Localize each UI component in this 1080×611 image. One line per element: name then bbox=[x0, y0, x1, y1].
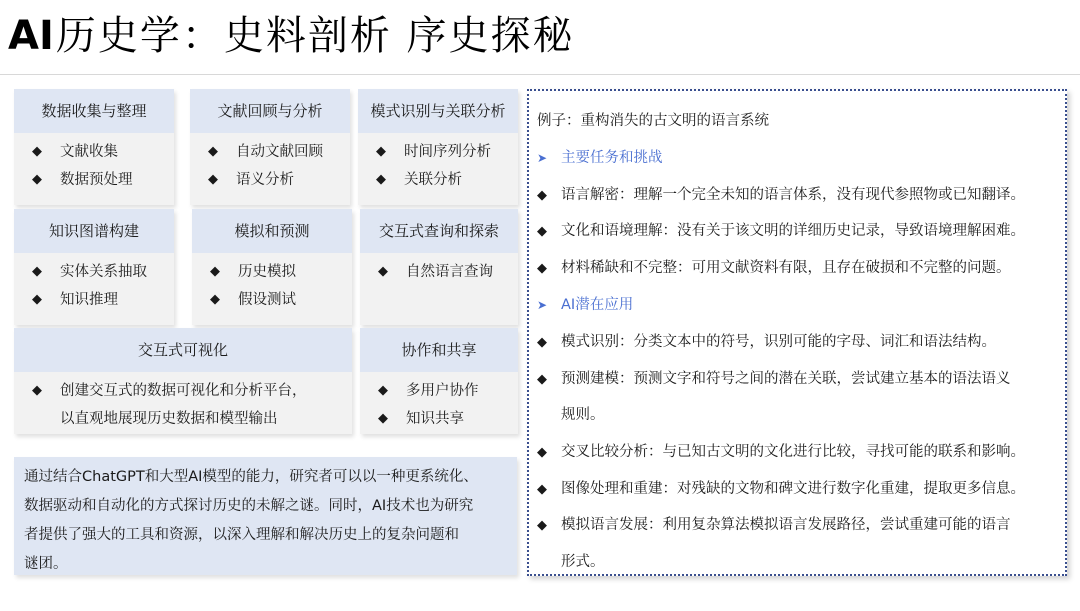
diamond-icon: ◆ bbox=[537, 188, 547, 203]
application-item: ◆ 模拟语言发展：利用复杂算法模拟语言发展路径，尝试重建可能的语言 bbox=[537, 517, 1011, 533]
challenge-item: ◆ 文化和语境理解：没有关于该文明的详细历史记录，导致语境理解困难。 bbox=[537, 223, 1025, 239]
diamond-icon: ◆ bbox=[32, 264, 42, 279]
list-item: ◆ 知识推理 bbox=[32, 286, 174, 314]
list-item: ◆ 关联分析 bbox=[376, 166, 518, 194]
diamond-icon: ◆ bbox=[208, 144, 218, 159]
application-item: ◆ 图像处理和重建：对残缺的文物和碑文进行数字化重建，提取更多信息。 bbox=[537, 481, 1025, 497]
list-item: ◆ 文献收集 bbox=[32, 138, 174, 166]
section-tasks-challenges: ➤ 主要任务和挑战 bbox=[537, 150, 663, 166]
list-item: ◆ 时间序列分析 bbox=[376, 138, 518, 166]
title-prefix: AI bbox=[8, 13, 54, 59]
card-interactive-query bbox=[360, 209, 518, 325]
card-body bbox=[360, 372, 518, 434]
card-body bbox=[192, 253, 352, 325]
diamond-icon: ◆ bbox=[376, 144, 386, 159]
list-item: ◆ 自动文献回顾 bbox=[208, 138, 350, 166]
diamond-icon: ◆ bbox=[210, 292, 220, 307]
application-item: ◆ 交叉比较分析：与已知古文明的文化进行比较，寻找可能的联系和影响。 bbox=[537, 444, 1025, 460]
page-title bbox=[8, 8, 575, 64]
example-heading: 例子：重构消失的古文明的语言系统 bbox=[537, 113, 769, 129]
application-item-continuation: 规则。 bbox=[561, 407, 605, 423]
card-body bbox=[14, 253, 174, 325]
summary-line: 谜团。 bbox=[24, 556, 68, 572]
card-header: 模式识别与关联分析 bbox=[358, 89, 518, 133]
card-visualization bbox=[14, 328, 352, 434]
list-item: ◆ 假设测试 bbox=[210, 286, 352, 314]
diamond-icon: ◆ bbox=[537, 518, 547, 533]
application-item-continuation: 形式。 bbox=[561, 554, 605, 570]
card-data-collection bbox=[14, 89, 174, 205]
summary-line: 通过结合ChatGPT和大型AI模型的能力，研究者可以以一种更系统化、 bbox=[24, 469, 478, 485]
diamond-icon: ◆ bbox=[378, 383, 388, 398]
list-item: ◆ 多用户协作 bbox=[378, 377, 518, 405]
application-item: ◆ 模式识别：分类文本中的符号，识别可能的字母、词汇和语法结构。 bbox=[537, 334, 996, 350]
card-body bbox=[358, 133, 518, 205]
summary-line: 者提供了强大的工具和资源，以深入理解和解决历史上的复杂问题和 bbox=[24, 527, 459, 543]
card-collaboration bbox=[360, 328, 518, 434]
list-item: ◆ 数据预处理 bbox=[32, 166, 174, 194]
diamond-icon: ◆ bbox=[32, 144, 42, 159]
card-pattern-recognition bbox=[358, 89, 518, 205]
card-simulation bbox=[192, 209, 352, 325]
card-header: 交互式查询和探索 bbox=[360, 209, 518, 253]
diamond-icon: ◆ bbox=[537, 372, 547, 387]
card-body bbox=[14, 372, 352, 434]
list-item: ◆ 实体关系抽取 bbox=[32, 258, 174, 286]
diamond-icon: ◆ bbox=[537, 261, 547, 276]
challenge-item: ◆ 语言解密：理解一个完全未知的语言体系，没有现代参照物或已知翻译。 bbox=[537, 187, 1025, 203]
diamond-icon: ◆ bbox=[537, 445, 547, 460]
diamond-icon: ◆ bbox=[32, 292, 42, 307]
card-header: 模拟和预测 bbox=[192, 209, 352, 253]
list-item: ◆ 历史模拟 bbox=[210, 258, 352, 286]
card-body bbox=[360, 253, 518, 325]
title-divider bbox=[0, 74, 1080, 75]
diamond-icon: ◆ bbox=[537, 335, 547, 350]
diamond-icon: ◆ bbox=[32, 172, 42, 187]
diamond-icon: ◆ bbox=[378, 264, 388, 279]
card-body bbox=[14, 133, 174, 205]
diamond-icon: ◆ bbox=[208, 172, 218, 187]
card-header: 协作和共享 bbox=[360, 328, 518, 372]
card-body bbox=[190, 133, 350, 205]
title-text: 历史学：史料剖析 序史探秘 bbox=[55, 13, 575, 59]
card-header: 交互式可视化 bbox=[14, 328, 352, 372]
application-item: ◆ 预测建模：预测文字和符号之间的潜在关联，尝试建立基本的语法语义 bbox=[537, 371, 1011, 387]
summary-box bbox=[14, 457, 517, 575]
card-header: 知识图谱构建 bbox=[14, 209, 174, 253]
summary-line: 数据驱动和自动化的方式探讨历史的未解之谜。同时，AI技术也为研究 bbox=[24, 498, 474, 514]
diamond-icon: ◆ bbox=[378, 411, 388, 426]
example-panel bbox=[527, 89, 1067, 576]
card-literature-review bbox=[190, 89, 350, 205]
diamond-icon: ◆ bbox=[537, 482, 547, 497]
diamond-icon: ◆ bbox=[537, 224, 547, 239]
card-header: 数据收集与整理 bbox=[14, 89, 174, 133]
arrow-right-icon: ➤ bbox=[537, 151, 548, 165]
list-item: ◆ 创建交互式的数据可视化和分析平台， bbox=[32, 377, 352, 405]
arrow-right-icon: ➤ bbox=[537, 298, 548, 312]
card-header: 文献回顾与分析 bbox=[190, 89, 350, 133]
section-ai-applications: ➤ AI潜在应用 bbox=[537, 297, 634, 313]
list-item: ◆ 语义分析 bbox=[208, 166, 350, 194]
list-item-continuation: 以直观地展现历史数据和模型输出 bbox=[60, 411, 278, 427]
diamond-icon: ◆ bbox=[210, 264, 220, 279]
diamond-icon: ◆ bbox=[32, 383, 42, 398]
card-knowledge-graph bbox=[14, 209, 174, 325]
diamond-icon: ◆ bbox=[376, 172, 386, 187]
challenge-item: ◆ 材料稀缺和不完整：可用文献资料有限，且存在破损和不完整的问题。 bbox=[537, 260, 1011, 276]
list-item: ◆ 自然语言查询 bbox=[378, 258, 518, 286]
list-item: ◆ 知识共享 bbox=[378, 405, 518, 433]
